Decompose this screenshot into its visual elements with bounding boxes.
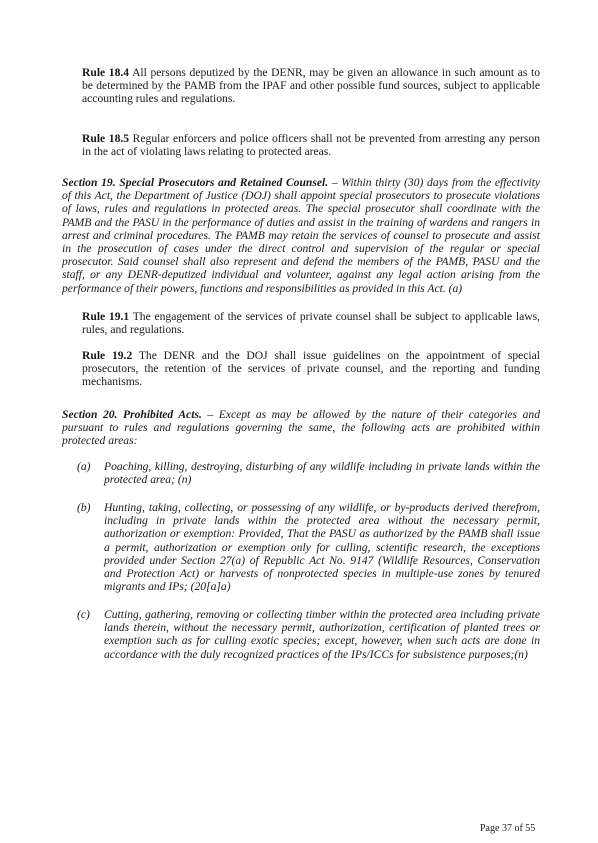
item-letter: (c) (77, 608, 90, 621)
section-heading: Section 20. Prohibited Acts. (62, 408, 202, 421)
rule-text: The engagement of the services of private counsel shall be subject to applicable laws, rules, and regulations. (82, 310, 540, 337)
list-item: Hunting, taking, collecting, or possessing of any wildlife, or by-products derived therefrom, including in private lands within the protected area without the necessary permit, authorization or exemption: Provided, That the PASU as authorized by the PAMB shall issue a permit, authorization or exemption only for culling, scientific research, the exceptions provided under Section 27(a) of Republic Act No. 9147 (Wildlife Resources, Conservation and Protection Act) or harvests of nonprotected species in multiple-use zones by tenured migrants and IPs; (20[a]a) (104, 501, 540, 594)
rule-label: Rule 19.1 (82, 310, 130, 323)
rule-19-1 (82, 310, 540, 336)
rule-label: Rule 19.2 (82, 349, 133, 362)
section-heading: Section 19. Special Prosecutors and Retained Counsel. (62, 176, 329, 189)
rule-18-5 (82, 132, 540, 158)
page-number: Page 37 of 55 (480, 823, 536, 834)
rule-text: All persons deputized by the DENR, may be given an allowance in such amount as to be determined by the PAMB from the IPAF and other possible fund sources, subject to applicable accounting rules and regulations. (82, 66, 541, 106)
section-19 (62, 176, 540, 295)
section-text: – Except as may be allowed by the nature of their categories and pursuant to rules and regulations governing the same, the following acts are prohibited within protected areas: (62, 408, 540, 448)
rule-19-2 (82, 349, 540, 389)
rule-18-4 (82, 66, 540, 106)
rule-label: Rule 18.5 (82, 132, 130, 145)
rule-text: The DENR and the DOJ shall issue guidelines on the appointment of special prosecutors, the retention of the services of private counsel, and the reporting and funding mechanisms. (82, 349, 541, 389)
rule-label: Rule 18.4 (82, 66, 130, 79)
rule-text: Regular enforcers and police officers shall not be prevented from arresting any person in the act of violating laws relating to protected areas. (82, 132, 540, 159)
item-letter: (b) (77, 501, 91, 514)
section-text: – Within thirty (30) days from the effectivity of this Act, the Department of Justice (DOJ) shall appoint special prosecutors to prosecute violations of laws, rules and regulations in protected areas. The special prosecutor shall coordinate with the PAMB and the PASU in the performance of duties and assist in the training of wardens and rangers in arrest and criminal procedures. The PAMB may retain the services of counsel to prosecute and assist in the prosecution of cases under the direct control and supervision of the regular or special prosecutor. Said counsel shall also represent and defend the members of the PAMB, PASU and the staff, or any DENR-deputized individual and volunteer, against any legal action arising from the performance of their powers, functions and responsibilities as provided in this Act. (a) (62, 176, 540, 295)
list-item: Poaching, killing, destroying, disturbing of any wildlife including in private lands within the protected area; (n) (104, 460, 540, 487)
list-item: Cutting, gathering, removing or collecting timber within the protected area including private lands therein, without the necessary permit, authorization, certification of planted trees or exemption such as for culling exotic species; except, however, when such acts are done in accordance with the duly recognized practices of the IPs/ICCs for subsistence purposes;(n) (104, 608, 540, 661)
section-20 (62, 408, 540, 448)
item-letter: (a) (77, 460, 91, 473)
